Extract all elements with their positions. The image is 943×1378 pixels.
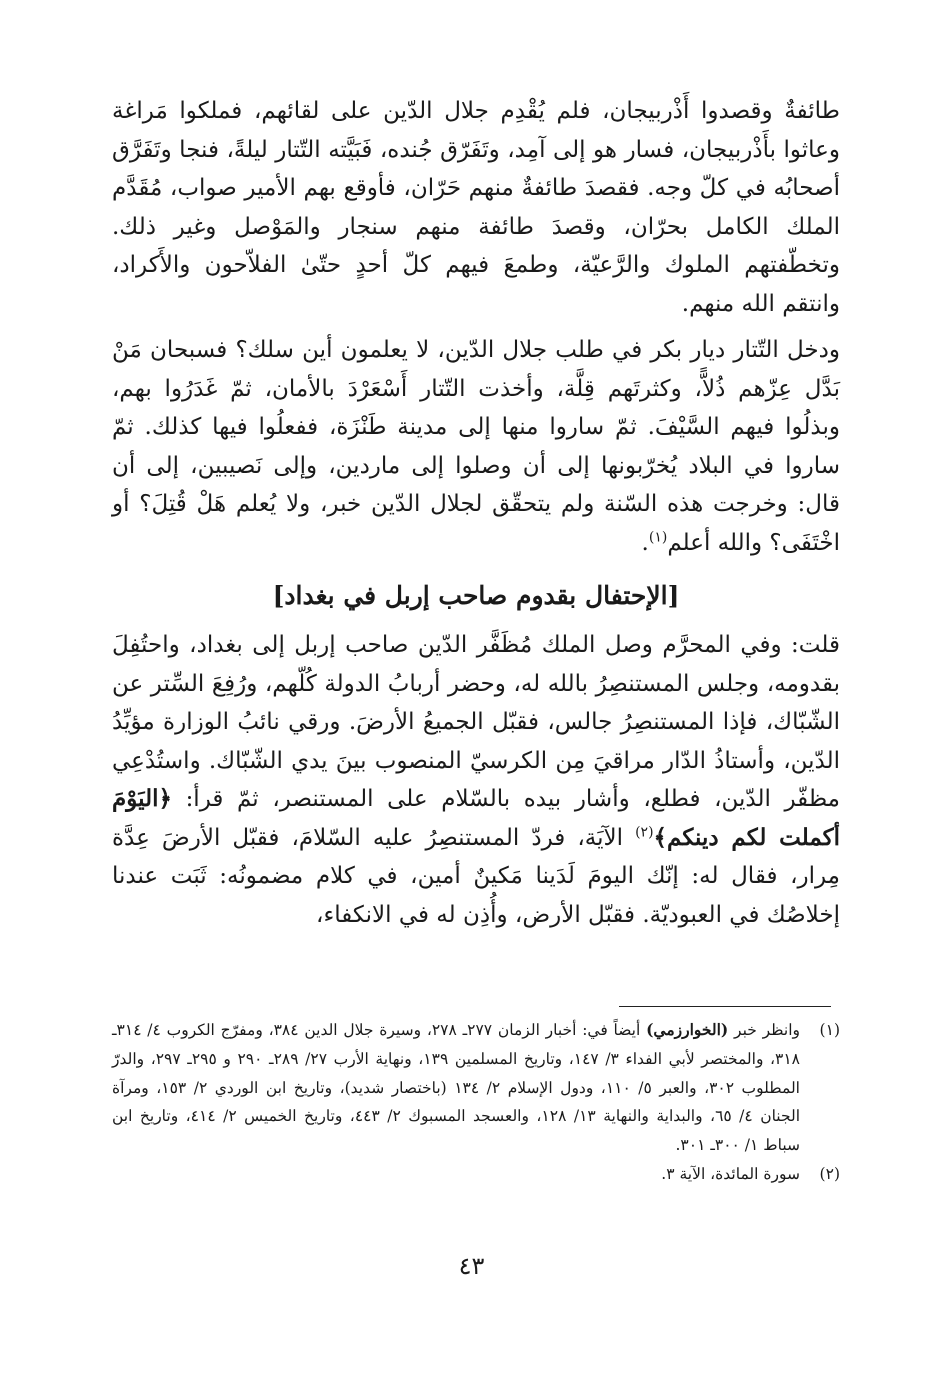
footnotes <box>112 1016 840 1189</box>
quran-quote: ﴿اليَوْمَ أكملت لكم دينكم﴾ <box>112 785 841 851</box>
section-heading: [الإحتفال بقدوم صاحب إربل في بغداد] <box>272 581 680 610</box>
footnote-1-lead: وانظر خبر <box>728 1021 801 1039</box>
page-number: ٤٣ <box>458 1252 485 1280</box>
main-text-block <box>112 92 840 934</box>
paragraph-2-text: ودخل التّتار ديار بكر في طلب جلال الدّين، لا يعلمون أين سلك؟ فسبحان مَنْ بَدَّل عِزّهم ذُلاًّ، وكثرتَهم قِلَّة، وأخذت التّتار أَسْعَرْدَ بالأمان، ثمّ غَدَرُوا بهم، وبذلُوا فيهم السَّيْفَ. ثمّ ساروا منها إلى مدينة طَنْزَة، ففعلُوا فيها كذلك. ثمّ ساروا في البلاد يُخرّبونها إلى أن وصلوا إلى ماردين، وإلى نَصيبين، إلى أن قال: وخرجت هذه السّنة ولم يتحقّق لجلال الدّين خبر، ولا يُعلم هَلْ قُتِلَ؟ أو اخْتَفَى؟ والله أعلم <box>112 337 840 556</box>
paragraph-3-after: الآيَة، فردّ المستنصِرُ عليه السّلامَ، فقبّل الأرضَ عِدَّة مِرار، فقال له: إنّك اليومَ لَدَينا مَكينٌ أمين، في كلام مضمونُه: ثَبَت عندنا إخلاصُك في العبوديّة. فقبّل الأرض، وأُذِن له في الانكفاء، <box>112 824 840 928</box>
footnote-ref-2[interactable]: (٢) <box>635 823 654 840</box>
footnote-ref-1[interactable]: (١) <box>648 528 668 545</box>
paragraph-3 <box>112 626 840 934</box>
footnote-2-number: (٢) <box>819 1164 840 1183</box>
footnote-2-text: سورة المائدة، الآية ٣. <box>661 1164 800 1183</box>
footnote-1-text: أيضاً في: أخبار الزمان ٢٧٧ـ ٢٧٨، وسيرة جلال الدين ٣٨٤، ومفرّج الكروب ٤/ ٣١٤ـ ٣١٨، والمختصر لأبي الفداء ٣/ ١٤٧، وتاريخ المسلمين ١٣٩، ونهاية الأرب ٢٧/ ٢٨٩ـ ٢٩٠ و ٢٩٥ـ ٢٩٧، والدرّ المطلوب ٣٠٢، والعبر ٥/ ١١٠، ودول الإسلام ٢/ ١٣٤ (باختصار شديد)، وتاريخ ابن الوردي ٢/ ١٥٣، ومرآة الجنان ٤/ ٦٥، والبداية والنهاية ١٣/ ١٢٨، والعسجد المسبوك ٢/ ٤٤٣، وتاريخ الخميس ٢/ ٤١٤، وتاريخ ابن سباط ١/ ٣٠٠ـ ٣٠١. <box>112 1021 801 1155</box>
paragraph-1: طائفةٌ وقصدوا أَذْربيجان، فلم يُقْدِم جلال الدّين على لقائهم، فملكوا مَراغة وعاثوا بأَذْربيجان، فسار هو إلى آمِد، وتَفَرّق جُنده، فَبَيَّته التّتار ليلةً، فنجا وتَفَرَّق أصحابُه في كلّ وجه. فقصدَ طائفةٌ منهم حَرّان، فأوقع بهم الأمير صواب، مُقَدَّم الملك الكامل بحرّان، وقصدَ طائفة منهم سنجار والمَوْصل وغير ذلك. وتخطّفتهم الملوك والرَّعيّة، وطمعَ فيهم كلّ أحدٍ حتّىٰ الفلاّحون والأَكراد، وانتقم الله منهم. <box>112 98 840 317</box>
footnote-1-bold: (الخوارزمي) <box>646 1020 729 1039</box>
footnote-1-number: (١) <box>819 1021 840 1039</box>
footnote-separator <box>619 1006 831 1007</box>
footnote-1 <box>112 1016 840 1160</box>
paragraph-2 <box>112 331 840 562</box>
footnote-2-body <box>112 1160 800 1189</box>
paragraph-2-end: . <box>641 529 649 556</box>
footnote-2 <box>112 1160 840 1189</box>
paragraph-3-before: قلت: وفي المحرَّم وصل الملك مُظَفَّر الدّين صاحب إربل إلى بغداد، واحتُفِلَ بقدومه، وجلس المستنصِرُ بالله له، وحضر أربابُ الدولة كُلّهم، ورُفِعَ السِّتر عن الشّبّاك، فإذا المستنصِرُ جالس، فقبّل الجميعُ الأرضَ. ورقي نائبُ الوزارة مؤيِّدُ الدّين، وأستاذُ الدّار مراقيَ مِن الكرسيّ المنصوب بينَ يدي الشّبّاك. واستُدْعِي مظفّر الدّين، فطلع، وأشار بيده بالسّلام على المستنصر، ثمّ قرأ: <box>112 632 841 812</box>
footnote-1-body <box>112 1016 800 1160</box>
